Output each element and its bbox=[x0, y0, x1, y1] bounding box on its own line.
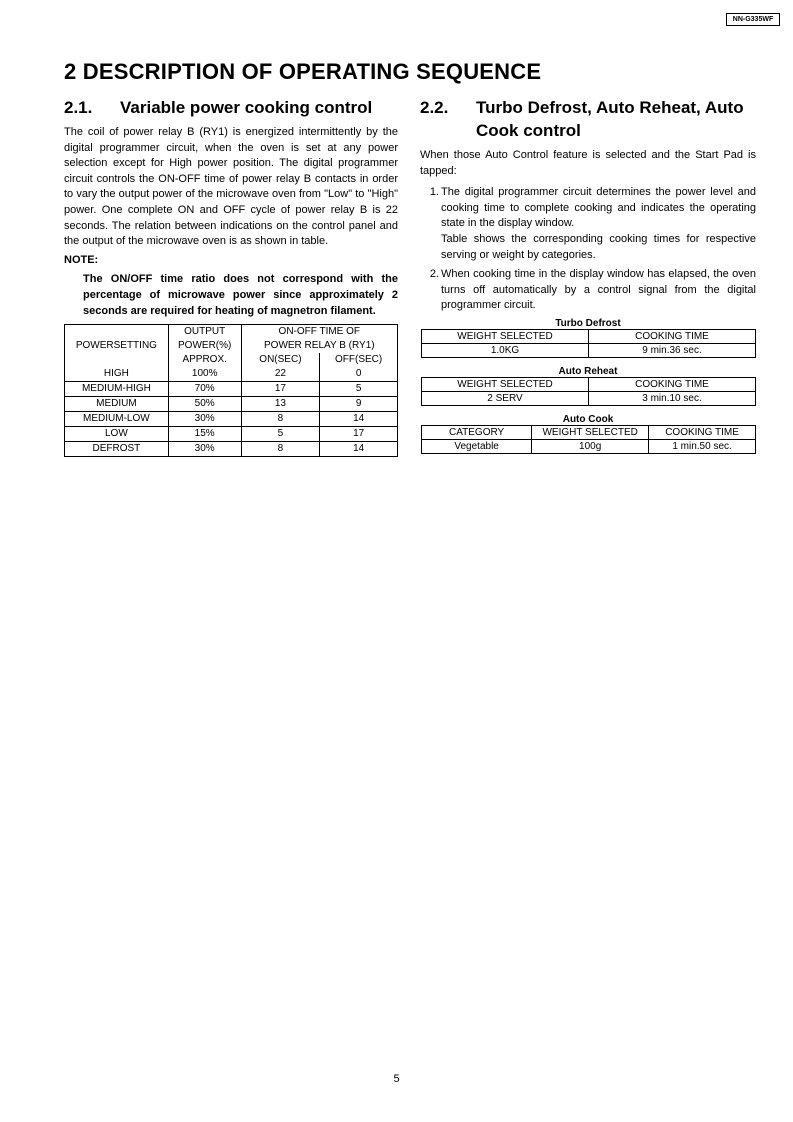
table-row bbox=[65, 442, 398, 457]
table-row bbox=[65, 382, 398, 397]
list-text: When cooking time in the display window has elapsed, the oven turns off automatically by a control signal from the digital programmer circuit. bbox=[441, 268, 756, 312]
header-relay-line2: POWER RELAY B (RY1) bbox=[241, 339, 397, 353]
page-number: 5 bbox=[393, 1073, 400, 1085]
cell-off: 5 bbox=[320, 382, 398, 397]
header-output-line2: POWER(%) bbox=[168, 339, 241, 353]
auto-cook-table bbox=[421, 425, 756, 454]
table-header-row bbox=[65, 325, 398, 340]
list-text-extra: Table shows the corresponding cooking times for respective serving or weight by categories. bbox=[441, 232, 756, 261]
model-number-tag: NN-G335WF bbox=[726, 13, 780, 26]
header-powersetting: POWERSETTING bbox=[65, 325, 169, 368]
header-off: OFF(SEC) bbox=[320, 353, 398, 367]
table-header-row bbox=[422, 377, 756, 391]
note-text: The ON/OFF time ratio does not correspond with the percentage of microwave power since approximately 2 seconds are required for heating of magnetron filament. bbox=[83, 273, 398, 317]
section-title: Variable power cooking control bbox=[120, 98, 373, 117]
list-text-main: The digital programmer circuit determines the power level and cooking time to complete cooking and indicates the operating state in the display window. bbox=[441, 186, 756, 230]
cell-on: 5 bbox=[241, 427, 320, 442]
cell-time: 1 min.50 sec. bbox=[649, 439, 756, 453]
section-variable-power bbox=[64, 96, 398, 457]
section-heading-2-1 bbox=[64, 96, 398, 119]
cell-setting: MEDIUM-LOW bbox=[65, 412, 169, 427]
cell-power: 70% bbox=[168, 382, 241, 397]
cell-setting: DEFROST bbox=[65, 442, 169, 457]
cell-power: 30% bbox=[168, 412, 241, 427]
table-row bbox=[65, 367, 398, 382]
cell-setting: HIGH bbox=[65, 367, 169, 382]
cell-setting: LOW bbox=[65, 427, 169, 442]
table-row bbox=[65, 397, 398, 412]
table-row bbox=[422, 391, 756, 405]
header-output-line3: APPROX. bbox=[168, 353, 241, 367]
section-auto-control bbox=[420, 96, 756, 454]
section-heading-2-2 bbox=[420, 96, 756, 142]
table-row bbox=[65, 412, 398, 427]
cell-weight: 1.0KG bbox=[422, 343, 589, 357]
header-relay-line1: ON-OFF TIME OF bbox=[241, 325, 397, 340]
auto-reheat-table bbox=[421, 377, 756, 406]
cell-power: 100% bbox=[168, 367, 241, 382]
list-item bbox=[420, 185, 756, 263]
auto-reheat-caption: Auto Reheat bbox=[558, 365, 618, 377]
step-list bbox=[420, 185, 756, 314]
header-on: ON(SEC) bbox=[241, 353, 320, 367]
cell-off: 9 bbox=[320, 397, 398, 412]
cell-setting: MEDIUM-HIGH bbox=[65, 382, 169, 397]
cell-time: 9 min.36 sec. bbox=[589, 343, 756, 357]
cell-power: 15% bbox=[168, 427, 241, 442]
table-header-row bbox=[422, 329, 756, 343]
cell-on: 22 bbox=[241, 367, 320, 382]
header-output-line1: OUTPUT bbox=[168, 325, 241, 340]
table-row bbox=[422, 439, 756, 453]
list-text bbox=[441, 185, 756, 263]
header-time: COOKING TIME bbox=[589, 329, 756, 343]
cell-category: Vegetable bbox=[422, 439, 532, 453]
description-paragraph: The coil of power relay B (RY1) is energized intermittently by the digital programmer circuit, when the oven is set at any power selection except for High power position. The digital programmer circuit controls the ON-OFF time of power relay B contacts in order to vary the output power of the microwave oven from "Low" to "High" power. One complete ON and OFF cycle of power relay B is 22 seconds. The relation between indications on the control panel and the output of the microwave oven is as shown in table. bbox=[64, 126, 398, 248]
section-title: Turbo Defrost, Auto Reheat, Auto Cook control bbox=[476, 98, 744, 140]
cell-on: 8 bbox=[241, 412, 320, 427]
list-number: 2. bbox=[429, 268, 439, 281]
header-weight: WEIGHT SELECTED bbox=[422, 377, 589, 391]
section-number: 2.1. bbox=[64, 98, 93, 117]
header-time: COOKING TIME bbox=[649, 425, 756, 439]
list-item bbox=[420, 267, 756, 314]
section-number: 2.2. bbox=[420, 98, 449, 117]
header-weight: WEIGHT SELECTED bbox=[422, 329, 589, 343]
intro-paragraph: When those Auto Control feature is selected and the Start Pad is tapped: bbox=[420, 149, 756, 177]
header-weight: WEIGHT SELECTED bbox=[532, 425, 649, 439]
cell-off: 14 bbox=[320, 442, 398, 457]
cell-on: 13 bbox=[241, 397, 320, 412]
cell-on: 8 bbox=[241, 442, 320, 457]
cell-weight: 2 SERV bbox=[422, 391, 589, 405]
cell-weight: 100g bbox=[532, 439, 649, 453]
cell-on: 17 bbox=[241, 382, 320, 397]
cell-power: 50% bbox=[168, 397, 241, 412]
cell-off: 17 bbox=[320, 427, 398, 442]
cell-setting: MEDIUM bbox=[65, 397, 169, 412]
turbo-defrost-caption: Turbo Defrost bbox=[555, 317, 621, 329]
cell-off: 14 bbox=[320, 412, 398, 427]
header-time: COOKING TIME bbox=[589, 377, 756, 391]
power-setting-table bbox=[64, 324, 398, 457]
auto-cook-caption: Auto Cook bbox=[562, 413, 614, 425]
table-header-row bbox=[422, 425, 756, 439]
cell-off: 0 bbox=[320, 367, 398, 382]
note-label: NOTE: bbox=[64, 253, 99, 266]
header-category: CATEGORY bbox=[422, 425, 532, 439]
cell-power: 30% bbox=[168, 442, 241, 457]
list-number: 1. bbox=[429, 186, 439, 199]
table-row bbox=[422, 343, 756, 357]
turbo-defrost-table bbox=[421, 329, 756, 358]
table-row bbox=[65, 427, 398, 442]
cell-time: 3 min.10 sec. bbox=[589, 391, 756, 405]
page-title: 2 DESCRIPTION OF OPERATING SEQUENCE bbox=[64, 59, 542, 84]
